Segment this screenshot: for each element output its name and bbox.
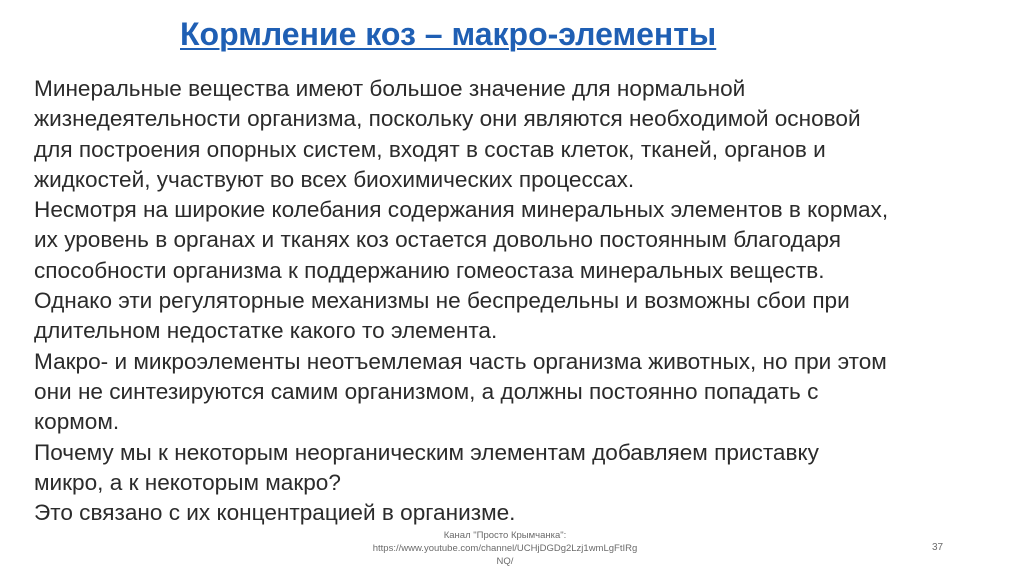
body-line: жидкостей, участвуют во всех биохимических процессах. <box>34 166 635 192</box>
page-number: 37 <box>932 542 944 553</box>
body-line: их уровень в органах и тканях коз остается довольно постоянным благодаря <box>34 227 841 253</box>
footer-channel-url-end[interactable]: NQ/ <box>496 556 514 567</box>
body-line: Макро- и микроэлементы неотъемлемая часть организма животных, но при этом <box>34 348 887 374</box>
body-line: они не синтезируются самим организмом, а должны постоянно попадать с <box>34 378 819 404</box>
footer-channel-name: Канал "Просто Крымчанка": <box>443 530 567 541</box>
body-line: способности организма к поддержанию гомеостаза минеральных веществ. <box>34 257 825 283</box>
body-line: кормом. <box>34 409 120 435</box>
body-line: Это связано с их концентрацией в организме. <box>34 500 516 526</box>
body-line: Несмотря на широкие колебания содержания минеральных элементов в кормах, <box>34 197 889 223</box>
footer-source <box>330 529 680 568</box>
footer-channel-url[interactable]: https://www.youtube.com/channel/UCHjDGDg2Lzj1wmLgFtIRg <box>372 543 638 554</box>
slide-title: Кормление коз – макро-элементы <box>180 16 717 52</box>
body-line: Минеральные вещества имеют большое значение для нормальной <box>34 76 746 101</box>
body-line: для построения опорных систем, входят в состав клеток, тканей, органов и <box>34 136 826 162</box>
body-line: микро, а к некоторым макро? <box>34 469 341 495</box>
body-line: Почему мы к некоторым неорганическим элементам добавляем приставку <box>34 439 819 465</box>
slide-body <box>34 74 1014 528</box>
body-line: длительном недостатке какого то элемента. <box>34 318 498 344</box>
body-line: жизнедеятельности организма, поскольку они являются необходимой основой <box>34 106 861 132</box>
body-line: Однако эти регуляторные механизмы не беспредельны и возможны сбои при <box>34 288 850 314</box>
